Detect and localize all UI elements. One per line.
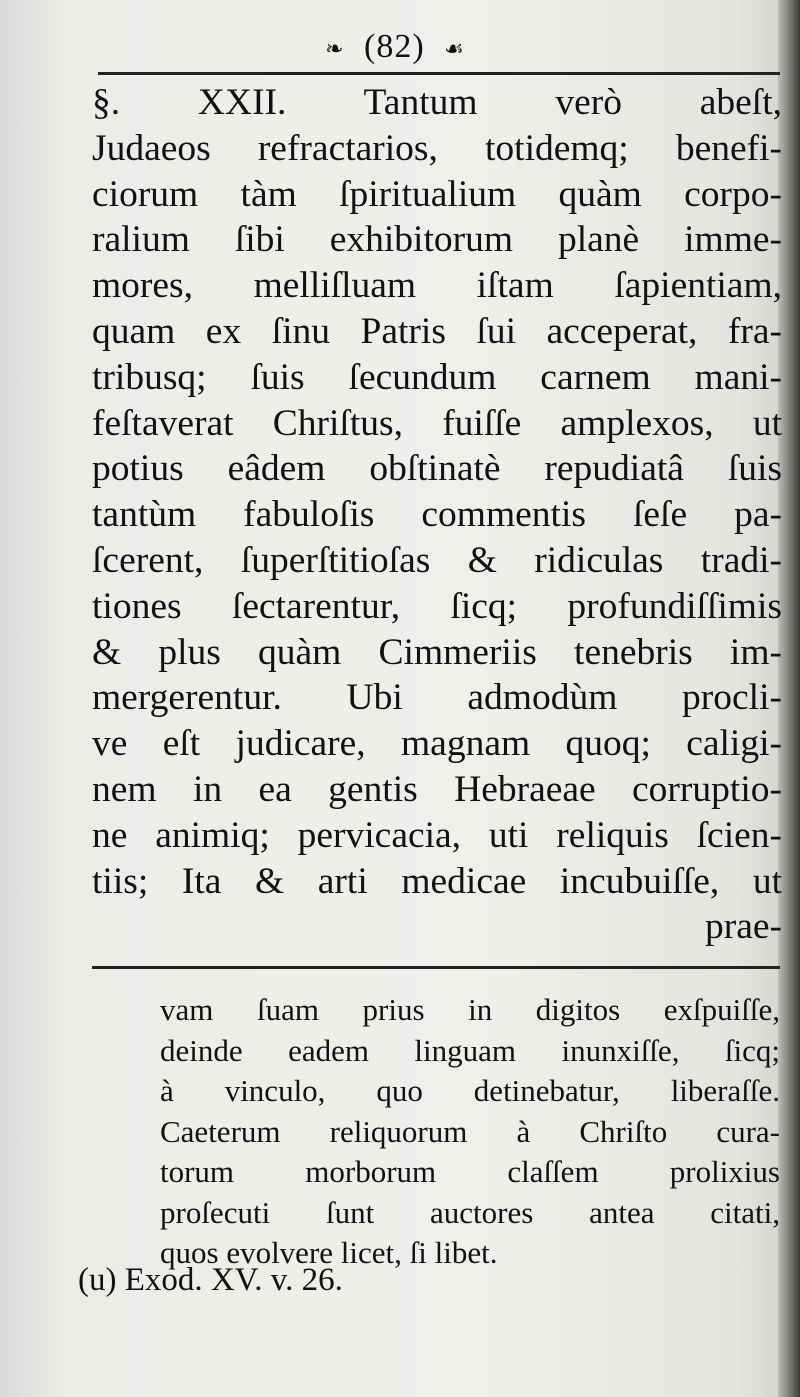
body-lines-line: prae-	[704, 906, 782, 948]
body-lines-line: §. XXII. Tantum verò abeſt,	[92, 82, 782, 123]
body-lines-line: ve eſt judicare, magnam quoq; caligi-	[92, 723, 782, 765]
body-lines-line: Judaeos refractarios, totidemq; benefi-	[92, 127, 782, 169]
note-text-block	[160, 990, 780, 1274]
note-separator-rule	[92, 966, 780, 969]
ornament-left-icon: ❧	[325, 36, 345, 62]
note-lines-line: Caeterum reliquorum à Chriſto cura-	[160, 1113, 780, 1149]
note-lines-line: torum morborum claſſem prolixius	[160, 1154, 780, 1189]
note-lines-line: deinde eadem linguam inunxiſſe, ſicq;	[160, 1032, 780, 1068]
body-lines-line: ralium ſibi exhibitorum planè imme-	[92, 219, 782, 261]
body-lines-line: nem in ea gentis Hebraeae corruptio-	[92, 768, 782, 810]
page-number: (82)	[364, 28, 425, 65]
body-lines-line: ſcerent, ſuperſtitioſas & ridiculas tradi-	[92, 539, 782, 581]
body-lines-line: potius eâdem obſtinatè repudiatâ ſuis	[92, 448, 782, 490]
note-lines-line: quos evolvere licet, ſi libet.	[160, 1235, 498, 1270]
body-lines-line: tribusq; ſuis ſecundum carnem mani-	[92, 356, 782, 398]
body-lines-line: mores, melliſluam iſtam ſapientiam,	[92, 265, 782, 307]
note-lines-line: proſecuti ſunt auctores antea citati,	[160, 1194, 780, 1230]
body-lines-line: quam ex ſinu Patris ſui acceperat, fra-	[92, 310, 782, 352]
footnote: (u) Exod. XV. v. 26.	[78, 1262, 343, 1298]
ornament-right-icon: ☙	[444, 36, 465, 62]
page-header	[0, 28, 790, 66]
body-lines-line: ciorum tàm ſpiritualium quàm corpo-	[92, 173, 782, 215]
body-lines-line: mergerentur. Ubi admodùm procli-	[92, 677, 782, 719]
body-lines-line: ne animiq; pervicacia, uti reliquis ſcien-	[92, 814, 782, 856]
body-lines-line: tiis; Ita & arti medicae incubuiſſe, ut	[92, 860, 782, 902]
body-lines-line: feſtaverat Chriſtus, fuiſſe amplexos, ut	[92, 402, 782, 444]
note-lines-line: vam ſuam prius in digitos exſpuiſſe,	[160, 992, 780, 1027]
main-text-block	[92, 80, 782, 950]
body-lines-line: & plus quàm Cimmeriis tenebris im-	[92, 631, 782, 673]
note-lines-line: à vinculo, quo detinebatur, liberaſſe.	[160, 1073, 780, 1108]
body-lines-line: tiones ſectarentur, ſicq; profundiſſimis	[92, 585, 782, 627]
body-lines-line: tantùm fabuloſis commentis ſeſe pa-	[92, 494, 782, 536]
header-rule	[98, 72, 780, 75]
